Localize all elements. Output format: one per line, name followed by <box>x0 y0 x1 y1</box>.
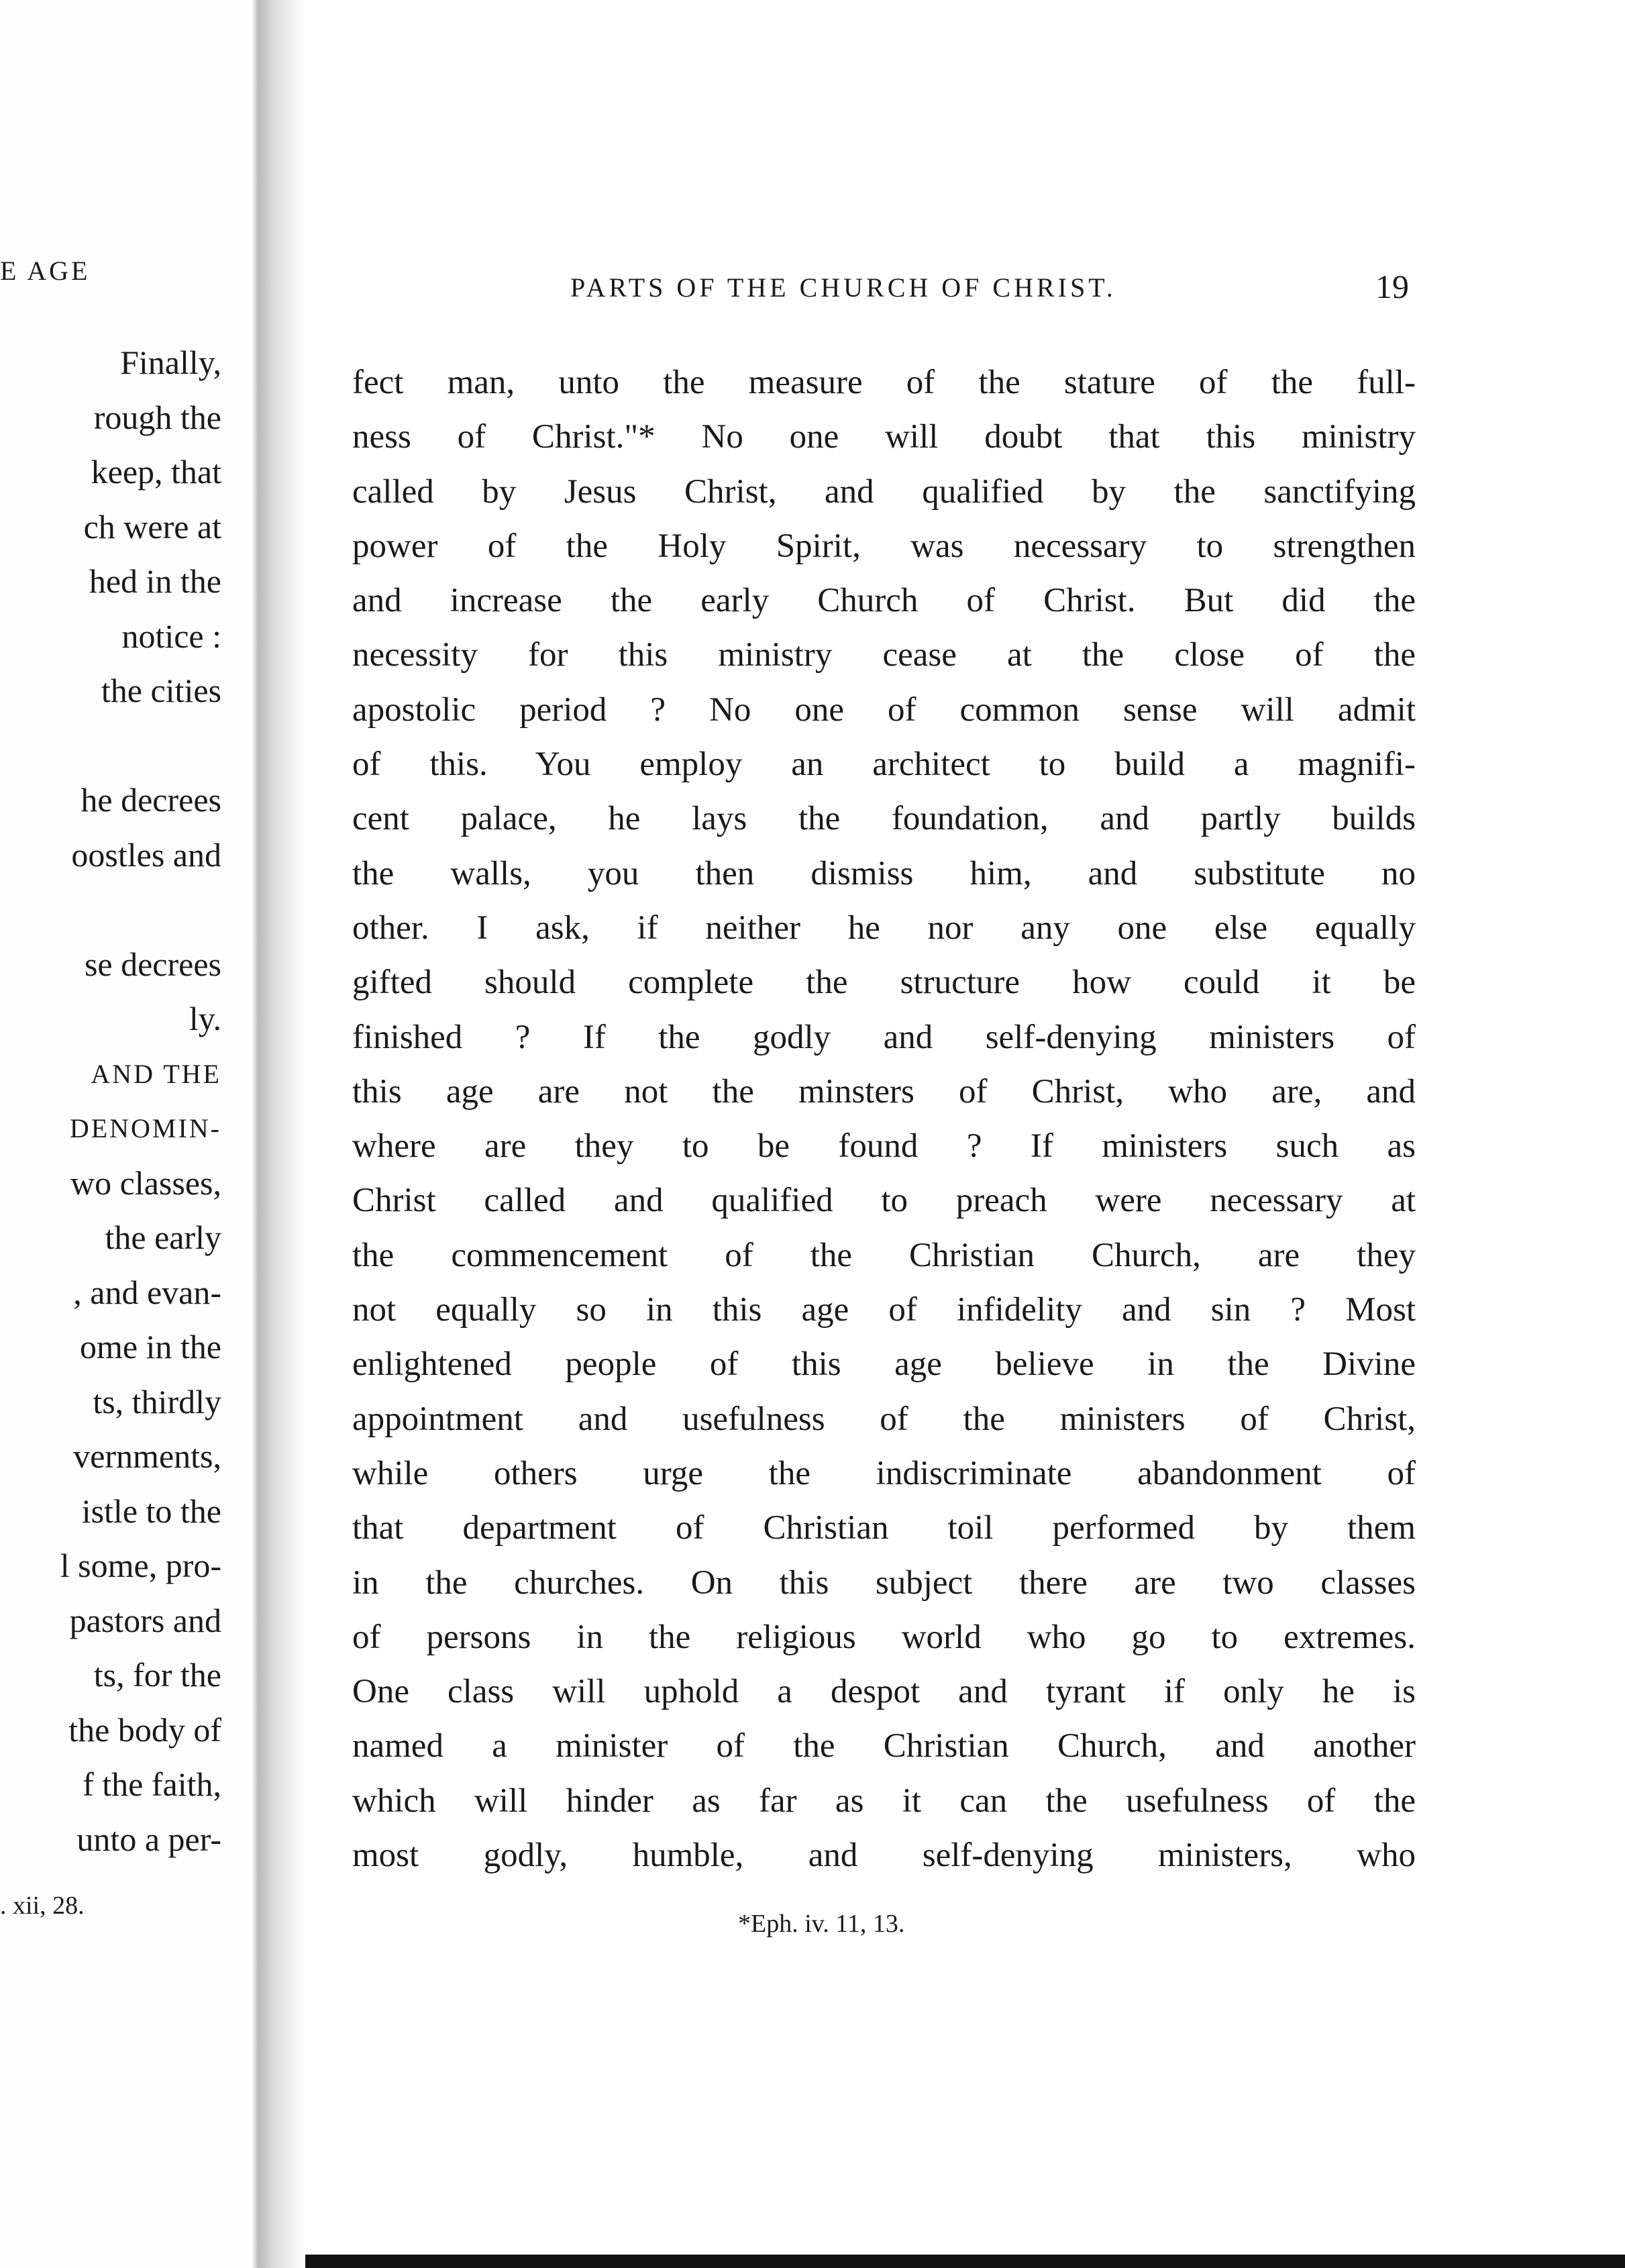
body-line: of persons in the religious world who go to extremes. <box>352 1618 1416 1656</box>
left-running-head: E AGE <box>0 256 91 286</box>
left-text-line: DENOMIN- <box>69 1113 221 1143</box>
scan-bottom-edge <box>305 2255 1625 2268</box>
book-gutter <box>258 0 305 2268</box>
body-line: and increase the early Church of Christ. But did the <box>352 582 1416 620</box>
body-line: enlightened people of this age believe in the Divine <box>352 1345 1416 1384</box>
left-text-line: ome in the <box>79 1328 221 1365</box>
body-line: in the churches. On this subject there are two classes <box>352 1563 1416 1602</box>
left-text-line: notice : <box>121 617 221 655</box>
left-text-line <box>0 882 221 937</box>
left-text-line: oostles and <box>71 835 221 874</box>
body-line: finished ? If the godly and self-denying ministers of <box>352 1018 1416 1056</box>
left-text-line: Finally, <box>120 344 221 381</box>
body-text <box>352 356 1416 1883</box>
body-line: this age are not the minsters of Christ, who are, and <box>352 1072 1416 1111</box>
left-text-line: se decrees <box>84 945 221 983</box>
left-text-line: unto a per- <box>76 1820 221 1858</box>
left-text-line: wo classes, <box>70 1164 221 1202</box>
footnote: *Eph. iv. 11, 13. <box>738 1910 905 1938</box>
body-line: named a minister of the Christian Church, and another <box>352 1727 1416 1765</box>
page-number: 19 <box>1375 268 1409 305</box>
left-text-line: ts, for the <box>93 1656 221 1694</box>
body-line: most godly, humble, and self-denying ministers, who <box>352 1837 1416 1875</box>
body-line: fect man, unto the measure of the stature of the full- <box>352 364 1416 401</box>
body-line: power of the Holy Spirit, was necessary to strengthen <box>352 527 1416 565</box>
left-text-line: l some, pro- <box>60 1547 221 1584</box>
body-line: of this. You employ an architect to build a magnifi- <box>352 745 1416 784</box>
body-line: the walls, you then dismiss him, and substitute no <box>352 854 1416 892</box>
body-line: while others urge the indiscriminate abandonment of <box>352 1454 1416 1492</box>
body-line: necessity for this ministry cease at the close of the <box>352 636 1416 674</box>
left-text-line: he decrees <box>81 781 221 819</box>
body-line: other. I ask, if neither he nor any one else equally <box>352 909 1416 947</box>
left-text-block <box>0 336 221 1867</box>
body-line: apostolic period ? No one of common sense will admit <box>352 690 1416 729</box>
body-line: appointment and usefulness of the ministers of Christ, <box>352 1400 1416 1438</box>
left-text-line: istle to the <box>81 1492 221 1530</box>
left-text-line: ly. <box>189 1000 221 1037</box>
left-footnote: . xii, 28. <box>0 1892 85 1920</box>
left-text-line: AND THE <box>91 1058 221 1089</box>
left-text-line: the early <box>105 1219 221 1256</box>
body-line: the commencement of the Christian Church, are they <box>352 1236 1416 1274</box>
body-line: One class will uphold a despot and tyrant if only he is <box>352 1673 1416 1711</box>
running-head: PARTS OF THE CHURCH OF CHRIST. <box>570 272 1116 303</box>
left-text-line: vernments, <box>73 1437 221 1475</box>
left-text-line: pastors and <box>69 1601 221 1639</box>
body-line: gifted should complete the structure how could it be <box>352 964 1416 1002</box>
left-text-line: f the faith, <box>83 1765 221 1803</box>
body-line: cent palace, he lays the foundation, and partly builds <box>352 800 1416 838</box>
left-text-line: , and evan- <box>73 1273 221 1311</box>
left-text-line: ts, thirdly <box>93 1382 221 1421</box>
body-line: not equally so in this age of infidelity and sin ? Most <box>352 1291 1416 1329</box>
left-text-line <box>0 719 221 774</box>
body-line: called by Jesus Christ, and qualified by the sanctifying <box>352 472 1416 511</box>
body-line: which will hinder as far as it can the usefulness of the <box>352 1782 1416 1820</box>
body-line: that department of Christian toil performed by them <box>352 1509 1416 1547</box>
left-text-line: ch were at <box>83 507 221 546</box>
left-page <box>0 0 258 2268</box>
body-line: where are they to be found ? If ministers such as <box>352 1127 1416 1166</box>
left-text-line: the cities <box>101 672 221 709</box>
body-line: ness of Christ."* No one will doubt that this ministry <box>352 418 1416 456</box>
left-text-line: the body of <box>68 1710 221 1749</box>
left-text-line: rough the <box>93 398 221 436</box>
left-text-line: keep, that <box>91 453 221 491</box>
body-line: Christ called and qualified to preach were necessary at <box>352 1182 1416 1220</box>
left-text-line: hed in the <box>89 562 221 600</box>
